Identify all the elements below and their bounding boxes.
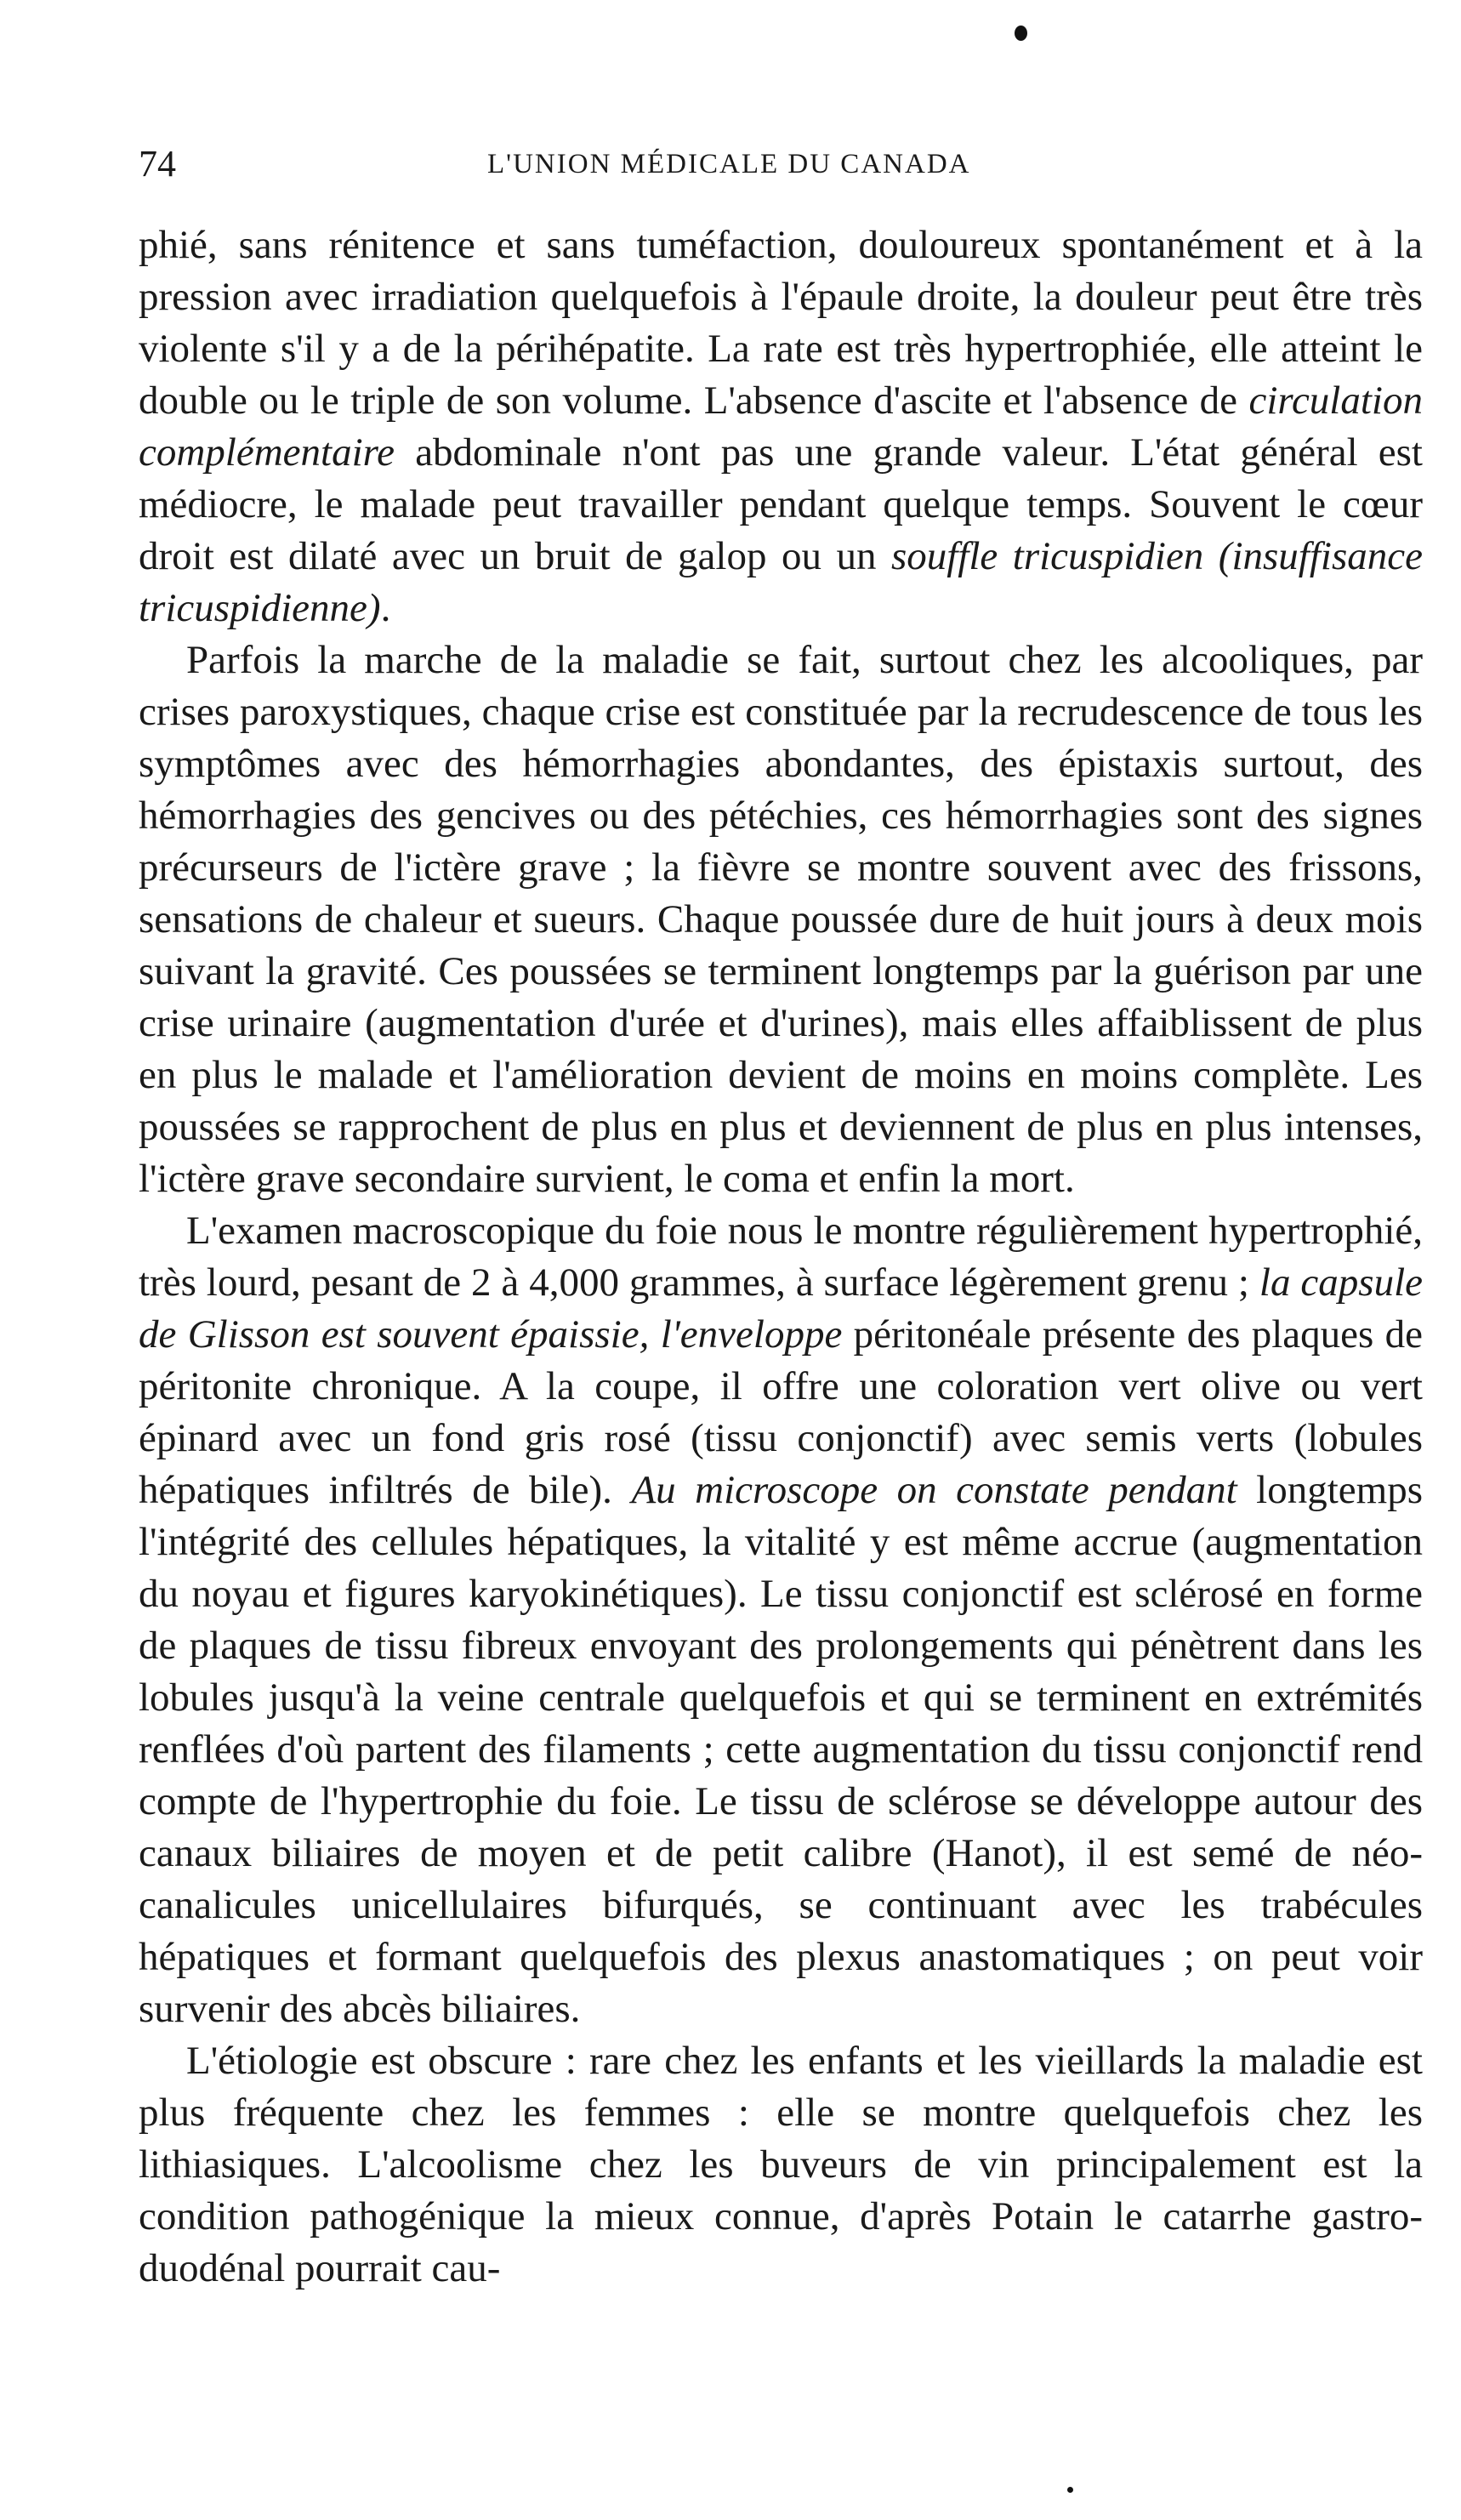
paragraph-etiology: L'étiologie est obscure : rare chez les enfants et les vieillards la maladie est plus fréquente chez les femmes : elle se montre quelquefois chez les lithiasiques. L'alcoolisme chez les buveurs de vin principalement est la condition pathogénique la mieux connue, d'après Potain le catarrhe gastro-duodénal pourrait cau- [139, 2039, 1423, 2290]
italic-phrase: Au microscope on constate pendant [631, 1468, 1237, 1512]
paragraph-anatomy [139, 1205, 1423, 2035]
page-number: 74 [139, 143, 176, 185]
paragraph-text: phié, sans rénitence et sans tuméfaction, douloureux spontanément et à la pression avec irradiation quelquefois à l'épaule droite, la douleur peut être très violente s'il y a de la périhépatite. La rate est très hypertrophiée, elle atteint le double ou le triple de son volume. L'absence d'ascite et l'absence de [139, 223, 1423, 423]
paragraph-symptoms [139, 219, 1423, 634]
running-title: L'UNION MÉDICALE DU CANADA [487, 149, 971, 179]
paragraph-text: . [380, 586, 391, 630]
italic-phrase: souffle tricuspidien (insuffisance tricuspidienne) [139, 534, 1423, 630]
paragraph-text: longtemps l'intégrité des cellules hépatiques, la vitalité y est même accrue (augmentation du noyau et figures karyokinétiques). Le tissu conjonctif est sclérosé en forme de plaques de tissu fibreux envoyant des prolongements qui pénètrent dans les lobules jusqu'à la veine centrale quelquefois et qui se terminent en extrémités renflées d'où partent des filaments ; cette augmentation du tissu conjonctif rend compte de l'hypertrophie du foie. Le tissu de sclérose se développe autour des canaux biliaires de moyen et de petit calibre (Hanot), il est semé de néo-canalicules unicellulaires bifurqués, se continuant avec les trabécules hépatiques et formant quelquefois des plexus anastomatiques ; on peut voir survenir des abcès biliaires. [139, 1468, 1424, 2031]
paragraph-text: péritonéale présente des plaques de péritonite chronique. A la coupe, il offre une coloration vert olive ou vert épinard avec un fond gris rosé (tissu conjonctif) avec semis verts (lobules hépatiques infiltrés de bile). [139, 1312, 1423, 1512]
italic-phrase: la capsule de Glisson est souvent épaissie, l'enveloppe [139, 1260, 1423, 1357]
paragraph-text: abdominale n'ont pas une grande valeur. L'état général est médiocre, le malade peut travailler pendant quelque temps. Souvent le cœur droit est dilaté avec un bruit de galop ou un [139, 430, 1423, 578]
paragraph-text: L'examen macroscopique du foie nous le montre régulièrement hypertrophié, très lourd, pesant de 2 à 4,000 grammes, à surface légèrement grenu ; [139, 1209, 1423, 1305]
running-header [139, 139, 1242, 190]
ink-speck-bottom [1067, 2487, 1073, 2493]
article-body [139, 219, 1423, 2295]
ink-speck-top [1015, 26, 1027, 41]
italic-phrase: circulation complémentaire [139, 378, 1423, 475]
paragraph-course: Parfois la marche de la maladie se fait, surtout chez les alcooliques, par crises paroxystiques, chaque crise est constituée par la recrudescence de tous les symptômes avec des hémorrhagies abondantes, des épistaxis surtout, des hémorrhagies des gencives ou des pétéchies, ces hémorrhagies sont des signes précurseurs de l'ictère grave ; la fièvre se montre souvent avec des frissons, sensations de chaleur et sueurs. Chaque poussée dure de huit jours à deux mois suivant la gravité. Ces poussées se terminent longtemps par la guérison par une crise urinaire (augmentation d'urée et d'urines), mais elles affaiblissent de plus en plus le malade et l'amélioration devient de moins en moins complète. Les poussées se rapprochent de plus en plus et deviennent de plus en plus intenses, l'ictère grave secondaire survient, le coma et enfin la mort. [139, 638, 1423, 1201]
